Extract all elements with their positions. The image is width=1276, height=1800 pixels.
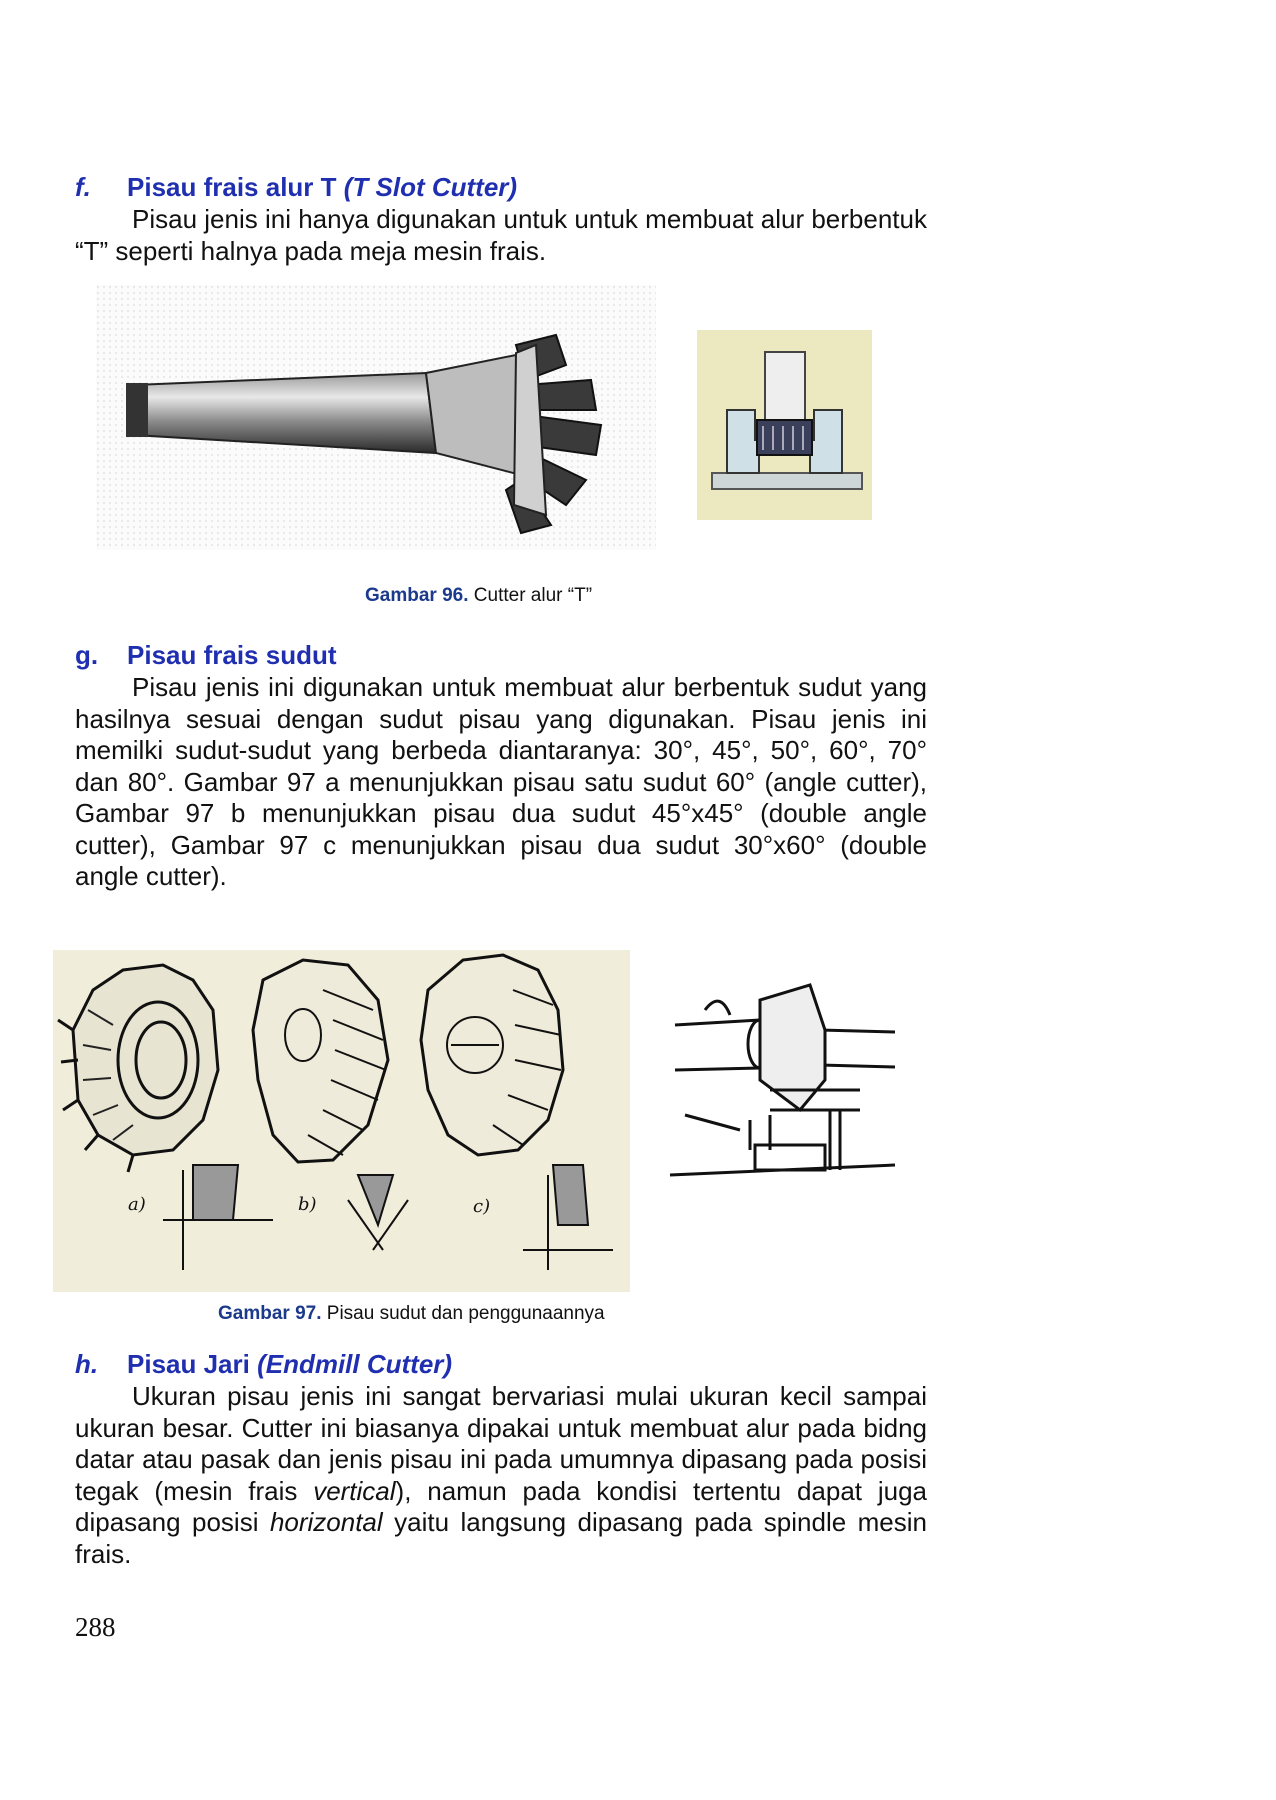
figure-96-label: Gambar 96. [365, 585, 469, 606]
section-h-paragraph [75, 1381, 927, 1570]
section-g-paragraph: Pisau jenis ini digunakan untuk membuat alur berbentuk sudut yang hasilnya sesuai dengan sudut pisau yang digunakan. Pisau jenis ini memilki sudut-sudut yang berbeda diantaranya: 30°, 45°, 50°, 60°, 70° dan 80°. Gambar 97 a menunjukkan pisau satu sudut 60° (angle cutter), Gambar 97 b menunjukkan pisau dua sudut 45°x45° (double angle cutter), Gambar 97 c menunjukkan pisau dua sudut 30°x60° (double angle cutter). [75, 672, 927, 891]
section-h-text-3: yaitu langsung dipasang pada spindle mesin frais. [75, 1507, 927, 1569]
section-h-heading [75, 1349, 452, 1379]
section-h-italic-horizontal: horizontal [269, 1507, 383, 1537]
section-h-letter: h. [75, 1349, 99, 1379]
section-h-italic-vertical: vertical [313, 1475, 396, 1506]
sublabel-a: a) [128, 1194, 146, 1215]
angle-cutter-usage-drawing [660, 970, 905, 1195]
sublabel-c: c) [473, 1196, 491, 1217]
figure-97-label: Gambar 97. [218, 1303, 322, 1324]
figure-97-caption [218, 1302, 605, 1326]
section-f-paragraph: Pisau jenis ini hanya digunakan untuk untuk membuat alur berbentuk “T” seperti halnya pada meja mesin frais. [75, 204, 927, 266]
section-h-title-italic: (Endmill Cutter) [257, 1349, 453, 1379]
section-f-letter: f. [75, 172, 91, 202]
figure-96-caption [365, 584, 592, 608]
figure-97-caption-text: Pisau sudut dan penggunaannya [321, 1303, 605, 1324]
page-number: 288 [75, 1612, 116, 1642]
angle-cutters-drawing [53, 950, 630, 1292]
section-h-text-1: Ukuran pisau jenis ini sangat bervariasi mulai ukuran kecil sampai ukuran besar. Cutter ini biasanya dipakai untuk membuat alur pada bidng datar atau pasak dan jenis pisau ini pada umumnya dipasang pada posisi tegak (mesin frais [75, 1381, 927, 1506]
section-f-title-italic: (T Slot Cutter) [343, 172, 518, 202]
section-h-text-2: ), namun pada kondisi tertentu dapat juga dipasang posisi [75, 1475, 927, 1537]
sublabel-b: b) [298, 1194, 317, 1215]
section-f-title: Pisau frais alur T [127, 172, 344, 202]
t-slot-diagram [697, 330, 872, 520]
section-g-title: Pisau frais sudut [127, 640, 337, 670]
section-f-heading [75, 172, 517, 202]
section-g-heading [75, 640, 337, 670]
figure-96-caption-text: Cutter alur “T” [468, 585, 593, 606]
section-g-letter: g. [75, 640, 99, 670]
section-h-title: Pisau Jari [127, 1349, 258, 1379]
t-slot-cutter-photo [96, 285, 656, 550]
